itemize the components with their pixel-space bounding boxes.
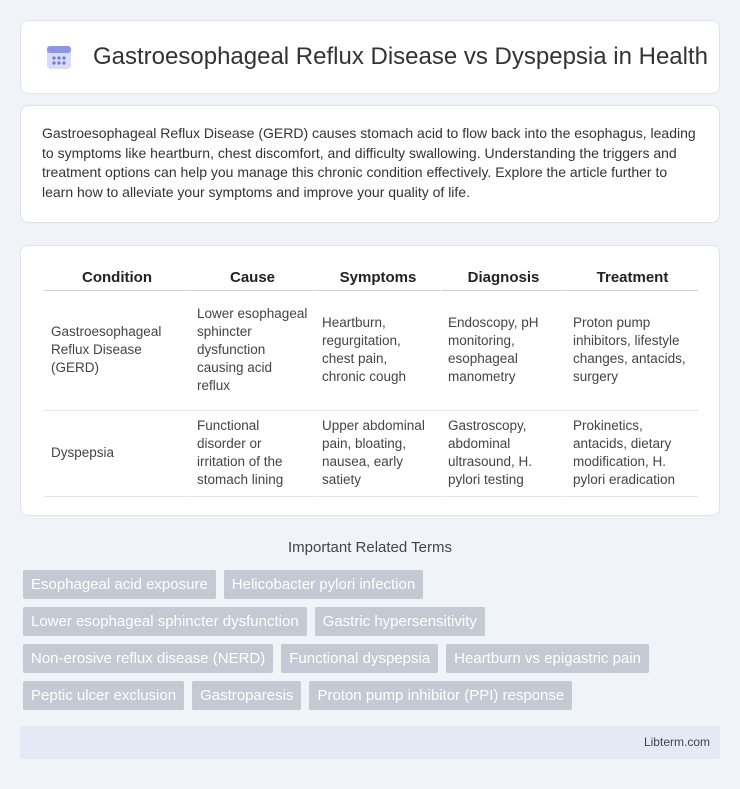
footer (20, 726, 720, 759)
page-title: Gastroesophageal Reflux Disease vs Dyspepsia in Health (93, 43, 708, 70)
term-tag[interactable]: Lower esophageal sphincter dysfunction (23, 607, 307, 636)
header-card (20, 20, 720, 94)
cell-condition: Dyspepsia (43, 411, 189, 497)
intro-card (20, 105, 720, 223)
cell-diagnosis: Gastroscopy, abdominal ultrasound, H. pylori testing (440, 411, 565, 497)
term-tag[interactable]: Gastric hypersensitivity (315, 607, 485, 636)
comparison-table-card (20, 245, 720, 516)
intro-text: Gastroesophageal Reflux Disease (GERD) causes stomach acid to flow back into the esophagus, leading to symptoms like heartburn, chest discomfort, and difficulty swallowing. Understanding the triggers and treatment options can help you manage this chronic condition effectively. Explore the article further to learn how to alleviate your symptoms and improve your quality of life. (42, 125, 696, 200)
cell-symptoms: Upper abdominal pain, bloating, nausea, early satiety (314, 411, 440, 497)
comparison-table (43, 266, 698, 497)
tag-row (23, 681, 723, 710)
cell-condition: Gastroesophageal Reflux Disease (GERD) (43, 291, 189, 411)
header-diagnosis: Diagnosis (440, 266, 565, 291)
related-terms-list (23, 570, 723, 718)
cell-treatment: Proton pump inhibitors, lifestyle changes, antacids, surgery (565, 291, 698, 411)
cell-cause: Functional disorder or irritation of the stomach lining (189, 411, 314, 497)
term-tag[interactable]: Peptic ulcer exclusion (23, 681, 184, 710)
table-row (43, 291, 698, 411)
cell-cause: Lower esophageal sphincter dysfunction causing acid reflux (189, 291, 314, 411)
header-symptoms: Symptoms (314, 266, 440, 291)
term-tag[interactable]: Gastroparesis (192, 681, 301, 710)
tag-row (23, 607, 723, 636)
tag-row (23, 644, 723, 673)
calendar-grid-icon (45, 43, 73, 71)
term-tag[interactable]: Heartburn vs epigastric pain (446, 644, 649, 673)
cell-diagnosis: Endoscopy, pH monitoring, esophageal manometry (440, 291, 565, 411)
footer-brand-link[interactable]: Libterm.com (643, 735, 710, 749)
cell-symptoms: Heartburn, regurgitation, chest pain, chronic cough (314, 291, 440, 411)
term-tag[interactable]: Helicobacter pylori infection (224, 570, 423, 599)
term-tag[interactable]: Esophageal acid exposure (23, 570, 216, 599)
tag-row (23, 570, 723, 599)
term-tag[interactable]: Non-erosive reflux disease (NERD) (23, 644, 273, 673)
table-header-row (43, 266, 698, 291)
term-tag[interactable]: Functional dyspepsia (281, 644, 438, 673)
header-treatment: Treatment (565, 266, 698, 291)
related-terms-title: Important Related Terms (288, 539, 452, 556)
cell-treatment: Prokinetics, antacids, dietary modification, H. pylori eradication (565, 411, 698, 497)
header-cause: Cause (189, 266, 314, 291)
header-condition: Condition (43, 266, 189, 291)
table-row (43, 411, 698, 497)
term-tag[interactable]: Proton pump inhibitor (PPI) response (309, 681, 572, 710)
